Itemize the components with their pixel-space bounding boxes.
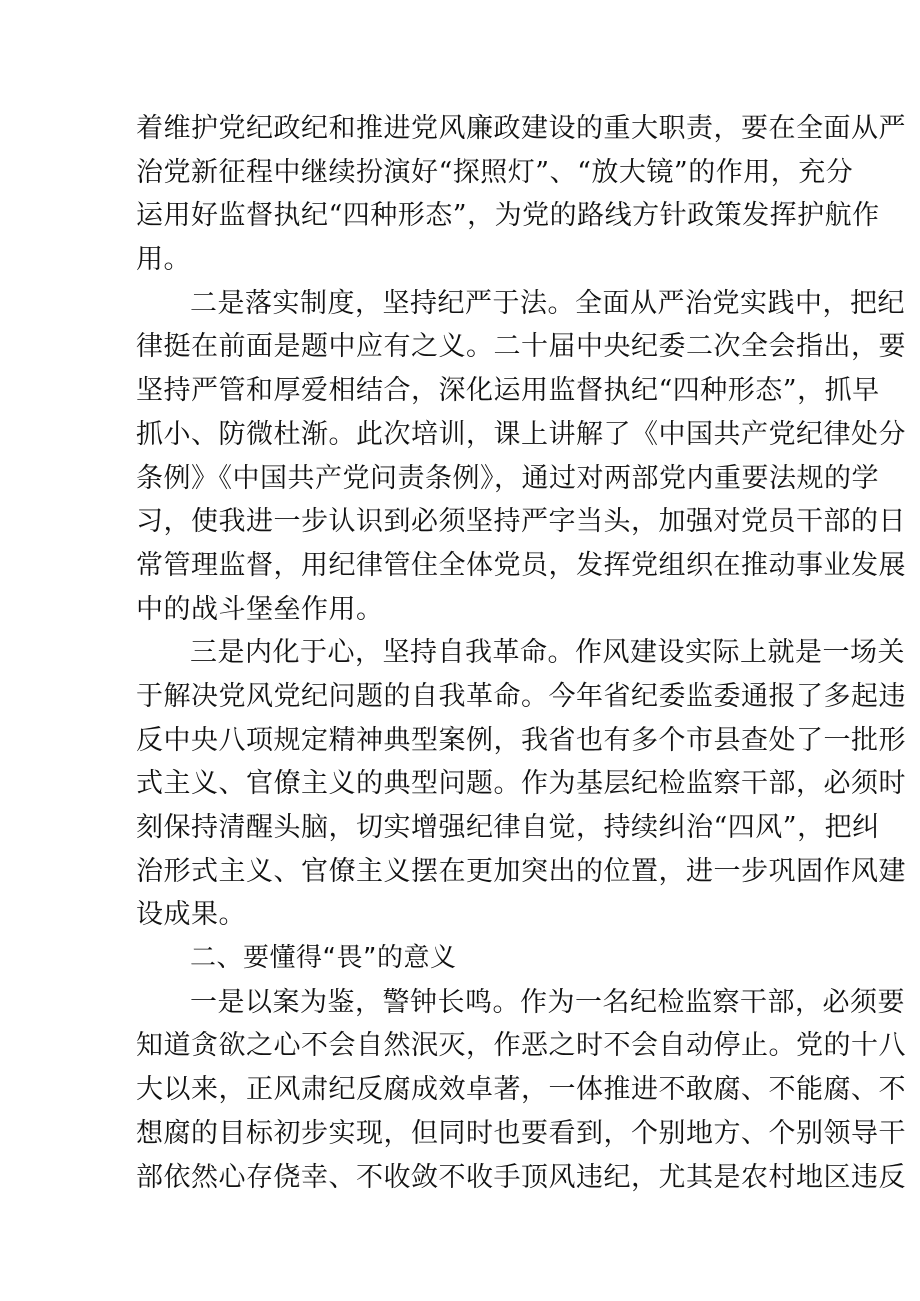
text-line: 一是以案为鉴，警钟长鸣。作为一名纪检监察干部，必须要 — [190, 986, 905, 1018]
paragraph-4 — [136, 981, 906, 1199]
text-line: 治党新征程中继续扮演好“探照灯”、“放大镜”的作用，充分 — [136, 156, 854, 188]
text-line: 刻保持清醒头脑，切实增强纪律自觉，持续纠治“四风”，把纠 — [136, 812, 880, 843]
section-heading: 二、要懂得“畏”的意义 — [190, 943, 457, 974]
text-line: 治形式主义、官僚主义摆在更加突出的位置，进一步巩固作风建 — [136, 855, 906, 887]
text-line: 大以来，正风肃纪反腐成效卓著，一体推进不敢腐、不能腐、不 — [136, 1074, 906, 1106]
paragraph-3 — [136, 631, 906, 937]
text-line: 中的战斗堡垒作用。 — [136, 593, 384, 625]
text-line: 式主义、官僚主义的典型问题。作为基层纪检监察干部，必须时 — [136, 768, 906, 800]
document-body — [136, 107, 906, 1199]
text-line: 律挺在前面是题中应有之义。二十届中央纪委二次全会指出，要 — [136, 331, 906, 363]
text-line: 部依然心存侥幸、不收敛不收手顶风违纪，尤其是农村地区违反 — [136, 1161, 906, 1193]
paragraph-1 — [136, 107, 906, 282]
text-line: 三是内化于心，坚持自我革命。作风建设实际上就是一场关 — [190, 637, 905, 669]
text-line: 运用好监督执纪“四种形态”，为党的路线方针政策发挥护航作 — [136, 200, 880, 232]
text-line: 反中央八项规定精神典型案例，我省也有多个市县查处了一批形 — [136, 724, 906, 756]
text-line: 于解决党风党纪问题的自我革命。今年省纪委监委通报了多起违 — [136, 680, 906, 712]
text-line: 设成果。 — [136, 899, 246, 931]
text-line: 二是落实制度，坚持纪严于法。全面从严治党实践中，把纪 — [190, 287, 905, 319]
text-line: 习，使我进一步认识到必须坚持严字当头，加强对党员干部的日 — [136, 506, 906, 538]
text-line: 想腐的目标初步实现，但同时也要看到，个别地方、个别领导干 — [136, 1117, 906, 1149]
text-line: 抓小、防微杜渐。此次培训，课上讲解了《中国共产党纪律处分 — [136, 418, 906, 450]
paragraph-2 — [136, 282, 906, 632]
text-line: 条例》《中国共产党问责条例》，通过对两部党内重要法规的学 — [136, 462, 879, 494]
text-line: 常管理监督，用纪律管住全体党员，发挥党组织在推动事业发展 — [136, 549, 906, 581]
text-line: 坚持严管和厚爱相结合，深化运用监督执纪“四种形态”，抓早 — [136, 375, 880, 407]
text-line: 知道贪欲之心不会自然泯灭，作恶之时不会自动停止。党的十八 — [136, 1030, 906, 1062]
text-line: 用。 — [136, 244, 191, 276]
text-line: 着维护党纪政纪和推进党风廉政建设的重大职责，要在全面从严 — [136, 113, 906, 144]
